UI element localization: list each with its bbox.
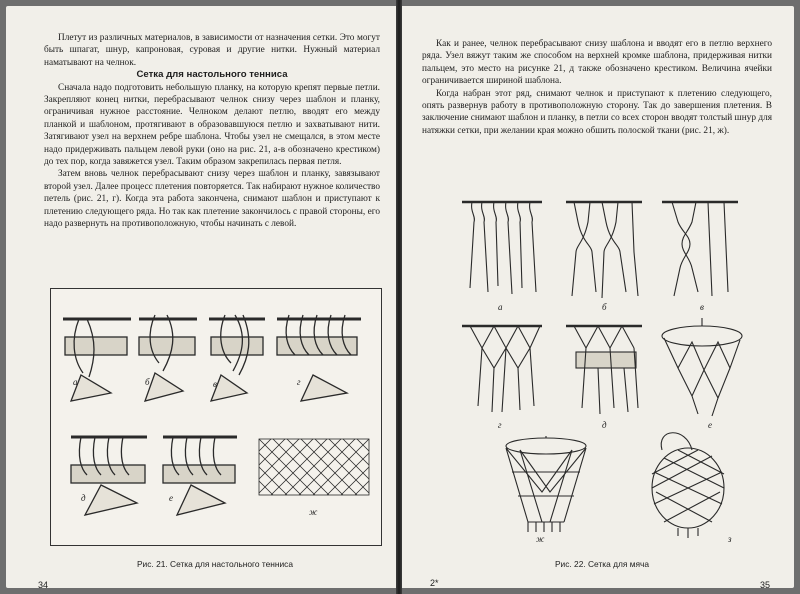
left-paragraph-2: Затем вновь челнок перебрасывают снизу через шаблон и планку, завязывают второй узел. Далее процесс плетения повторяется. Так набирают нужное количество петель (рис. 21, г). Когда эта работа закончена, снимают шаблон и приступают к плетению следующего ряда. Но так как плетение закончилось с правой стороны, его надо развернуть на противоположную, чтобы начинать с левой.: [44, 169, 380, 230]
figure-21-panel-g: [277, 315, 361, 401]
figure-21-label-zh: ж: [309, 507, 318, 517]
left-page-text: [44, 32, 380, 231]
figure-22-panel-v: [662, 202, 738, 312]
figure-22-panel-b: [566, 202, 642, 312]
left-page: [6, 6, 396, 588]
figure-21-panel-d: [71, 437, 147, 515]
figure-22-illustration: [442, 192, 782, 544]
signature-mark: 2*: [430, 578, 439, 588]
section-heading: Сетка для настольного тенниса: [136, 69, 288, 81]
figure-22-panel-d: [566, 326, 642, 430]
figure-21-panel-v: [209, 315, 265, 401]
figure-22-label-d: д: [602, 420, 607, 430]
figure-22-panel-e: [662, 318, 742, 430]
right-page-number: 35: [759, 580, 770, 590]
figure-21-panel-a: [63, 319, 131, 401]
right-paragraph-2: Когда набран этот ряд, снимают челнок и приступают к плетению следующего, опять развернув работу в противоположную сторону. Так до завершения плетения. В заключение снимают шаблон и планку, в петли со всех сторон вводят толстый шнур для натяжки сетки, при желании края можно обшить полоской ткани (рис. 21, ж).: [422, 88, 772, 136]
figure-22-panel-g: [462, 326, 542, 430]
figure-21-label-g: г: [297, 377, 301, 387]
figure-22-label-v: в: [700, 302, 704, 312]
left-page-number: 34: [38, 580, 49, 590]
figure-21-panel-b: [139, 315, 197, 401]
figure-21-label-v: в: [213, 379, 217, 389]
figure-21-label-e: е: [169, 493, 173, 503]
figure-21-box: [50, 288, 382, 546]
figure-22-caption: Рис. 22. Сетка для мяча: [554, 559, 650, 569]
figure-21-label-a: а: [73, 377, 78, 387]
intro-paragraph: Плетут из различных материалов, в зависимости от назначения сетки. Это могут быть шпагат, шнур, капроновая, суровая и другие нитки. Нужный материал наматывают на челнок.: [44, 33, 380, 68]
figure-22-panel-a: [462, 202, 542, 312]
figure-21-illustration: [51, 289, 381, 545]
figure-22-panel-zh: [506, 436, 586, 544]
figure-21-label-b: б: [145, 377, 150, 387]
figure-21-panel-zh: [259, 439, 369, 517]
right-page-text: [422, 38, 772, 137]
figure-22-label-e: е: [708, 420, 712, 430]
figure-22-label-g: г: [498, 420, 502, 430]
figure-22-label-zh: ж: [536, 534, 545, 544]
figure-22-label-z: з: [728, 534, 732, 544]
figure-22-label-a: а: [498, 302, 503, 312]
right-paragraph-1: Как и ранее, челнок перебрасывают снизу шаблона и вводят его в петлю верхнего ряда. Узел вяжут таким же способом на верхней кромке шаблона, придерживая нитки пальцем, это место на рисунке 21, д также обозначено крестиком. Величина ячейки ограничивается шириной шаблона.: [422, 39, 772, 87]
right-page: [402, 6, 794, 588]
figure-22-panel-z: [652, 433, 732, 544]
figure-21-panel-e: [163, 437, 237, 515]
figure-22-label-b: б: [602, 302, 607, 312]
figure-21-caption: Рис. 21. Сетка для настольного тенниса: [136, 559, 294, 569]
left-paragraph-1: Сначала надо подготовить небольшую планку, на которую крепят первые петли. Закрепляют конец нитки, перебрасывают челнок снизу через шаблон и планку, ограничивая нужное расстояние. Челноком делают петлю, вводят его между планкой и шаблоном, протягивают в образовавшуюся петлю и захватывают нити. Затягивают узел на верхнем ребре шаблона. Чтобы узел не смещался, в этом месте надо придерживать пальцем левой руки (оно на рис. 21, а-в обозначено крестиком) до тех пор, когда завяжется узел. Таким образом закрепилась первая петля.: [44, 82, 380, 168]
figure-21-label-d: д: [81, 493, 86, 503]
